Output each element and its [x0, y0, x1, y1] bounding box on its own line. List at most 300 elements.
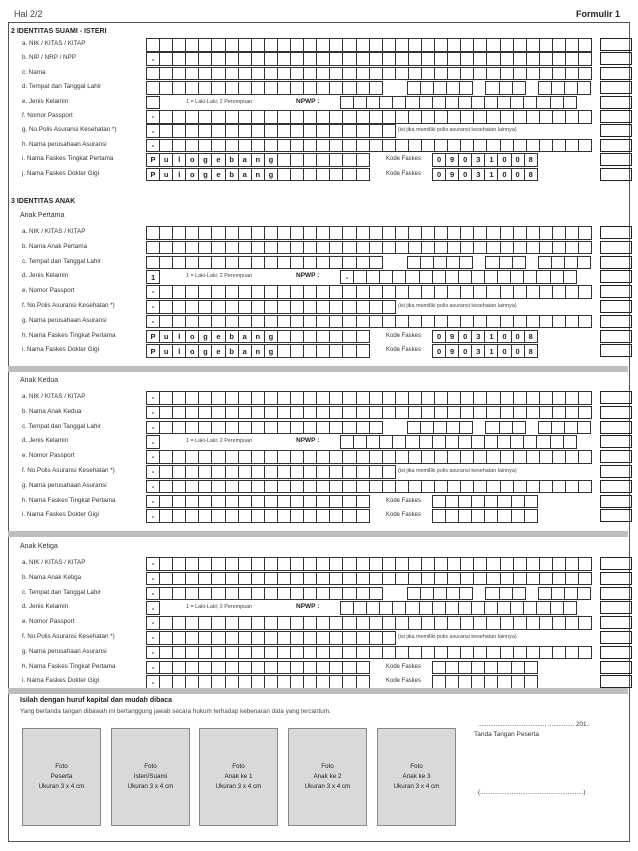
char-cell[interactable]: [264, 125, 277, 138]
char-cell[interactable]: [317, 558, 330, 571]
char-cell[interactable]: [330, 241, 343, 254]
char-cell[interactable]: [160, 480, 173, 493]
answer-box[interactable]: [600, 270, 632, 283]
char-cell[interactable]: 0: [459, 345, 472, 358]
char-cell[interactable]: [563, 602, 576, 615]
char-cell[interactable]: [513, 480, 526, 493]
char-cell[interactable]: [474, 617, 487, 630]
char-cell[interactable]: [395, 53, 408, 66]
char-cell[interactable]: [487, 227, 500, 240]
char-cell[interactable]: [343, 67, 356, 80]
char-cell[interactable]: e: [212, 168, 225, 181]
char-cell[interactable]: [526, 572, 539, 585]
char-cell[interactable]: [160, 661, 173, 674]
char-cell[interactable]: [485, 271, 498, 284]
char-cell[interactable]: [186, 572, 199, 585]
char-cell[interactable]: [277, 510, 290, 523]
char-cell[interactable]: [382, 617, 395, 630]
char-cell[interactable]: [225, 676, 238, 689]
char-cell[interactable]: -: [147, 301, 160, 314]
char-cell[interactable]: [474, 39, 487, 52]
char-cell[interactable]: [264, 227, 277, 240]
char-cell[interactable]: [173, 617, 186, 630]
char-cell[interactable]: [212, 256, 225, 269]
char-cell[interactable]: [330, 330, 343, 343]
char-cell[interactable]: [356, 39, 369, 52]
char-cell[interactable]: [459, 661, 472, 674]
char-cell[interactable]: [395, 286, 408, 299]
char-cell[interactable]: [407, 587, 420, 600]
answer-box[interactable]: [600, 153, 632, 166]
char-cell[interactable]: [487, 646, 500, 659]
char-cell[interactable]: [356, 286, 369, 299]
char-cell[interactable]: [537, 271, 550, 284]
char-cell[interactable]: a: [238, 330, 251, 343]
char-cell[interactable]: [435, 227, 448, 240]
char-grid[interactable]: [146, 96, 160, 110]
char-cell[interactable]: [212, 661, 225, 674]
char-cell[interactable]: [173, 421, 186, 434]
char-cell[interactable]: [421, 241, 434, 254]
char-cell[interactable]: [330, 139, 343, 152]
answer-box[interactable]: [600, 557, 632, 570]
char-cell[interactable]: [212, 82, 225, 95]
char-cell[interactable]: [225, 495, 238, 508]
char-cell[interactable]: [173, 125, 186, 138]
char-cell[interactable]: [251, 125, 264, 138]
char-cell[interactable]: [356, 345, 369, 358]
char-cell[interactable]: [500, 286, 513, 299]
char-cell[interactable]: [291, 315, 304, 328]
char-cell[interactable]: [356, 256, 369, 269]
char-cell[interactable]: [173, 661, 186, 674]
char-cell[interactable]: [356, 646, 369, 659]
char-cell[interactable]: [551, 587, 564, 600]
char-cell[interactable]: [433, 495, 446, 508]
char-cell[interactable]: [225, 286, 238, 299]
char-cell[interactable]: [317, 510, 330, 523]
char-cell[interactable]: [524, 602, 537, 615]
char-cell[interactable]: [251, 572, 264, 585]
char-cell[interactable]: 8: [524, 168, 537, 181]
char-cell[interactable]: [304, 572, 317, 585]
char-cell[interactable]: [160, 227, 173, 240]
char-cell[interactable]: [304, 227, 317, 240]
char-cell[interactable]: [173, 39, 186, 52]
char-grid[interactable]: [146, 557, 592, 571]
char-cell[interactable]: [565, 256, 578, 269]
char-cell[interactable]: 0: [433, 330, 446, 343]
char-cell[interactable]: [563, 271, 576, 284]
char-cell[interactable]: [343, 495, 356, 508]
char-cell[interactable]: [291, 256, 304, 269]
char-cell[interactable]: [433, 510, 446, 523]
char-cell[interactable]: [408, 392, 421, 405]
char-cell[interactable]: [382, 451, 395, 464]
char-cell[interactable]: [277, 617, 290, 630]
char-cell[interactable]: [421, 406, 434, 419]
char-cell[interactable]: [354, 436, 367, 449]
char-cell[interactable]: [160, 256, 173, 269]
char-cell[interactable]: 0: [459, 154, 472, 167]
char-grid[interactable]: [432, 661, 538, 675]
char-grid[interactable]: [146, 300, 396, 314]
char-cell[interactable]: [264, 315, 277, 328]
char-cell[interactable]: [369, 466, 382, 479]
char-cell[interactable]: [408, 111, 421, 124]
char-grid[interactable]: [432, 168, 538, 182]
char-cell[interactable]: [566, 111, 579, 124]
char-cell[interactable]: [304, 495, 317, 508]
char-cell[interactable]: P: [147, 154, 160, 167]
char-cell[interactable]: [225, 139, 238, 152]
char-cell[interactable]: 1: [147, 271, 160, 284]
char-cell[interactable]: [498, 510, 511, 523]
char-cell[interactable]: [552, 315, 565, 328]
char-cell[interactable]: [500, 53, 513, 66]
char-cell[interactable]: [382, 125, 395, 138]
char-cell[interactable]: 0: [459, 168, 472, 181]
char-cell[interactable]: [539, 558, 552, 571]
char-cell[interactable]: [513, 617, 526, 630]
char-cell[interactable]: [356, 111, 369, 124]
char-cell[interactable]: [160, 451, 173, 464]
char-cell[interactable]: [173, 53, 186, 66]
char-cell[interactable]: [485, 661, 498, 674]
char-cell[interactable]: [393, 96, 406, 109]
char-cell[interactable]: [369, 111, 382, 124]
char-cell[interactable]: -: [147, 572, 160, 585]
char-cell[interactable]: [356, 466, 369, 479]
char-cell[interactable]: [330, 256, 343, 269]
char-cell[interactable]: [317, 301, 330, 314]
char-cell[interactable]: [513, 227, 526, 240]
char-cell[interactable]: [421, 315, 434, 328]
char-cell[interactable]: [356, 632, 369, 645]
char-cell[interactable]: [393, 436, 406, 449]
char-cell[interactable]: [173, 392, 186, 405]
char-cell[interactable]: [264, 451, 277, 464]
char-cell[interactable]: [500, 139, 513, 152]
char-cell[interactable]: [472, 676, 485, 689]
char-cell[interactable]: [173, 406, 186, 419]
char-cell[interactable]: [419, 96, 432, 109]
char-cell[interactable]: [369, 480, 382, 493]
char-cell[interactable]: [304, 154, 317, 167]
char-cell[interactable]: [251, 558, 264, 571]
char-cell[interactable]: [212, 227, 225, 240]
answer-box[interactable]: [600, 256, 632, 269]
char-cell[interactable]: [343, 154, 356, 167]
char-cell[interactable]: 0: [433, 154, 446, 167]
char-cell[interactable]: [550, 602, 563, 615]
char-cell[interactable]: [173, 139, 186, 152]
char-cell[interactable]: -: [147, 406, 160, 419]
char-cell[interactable]: [487, 406, 500, 419]
char-cell[interactable]: [291, 466, 304, 479]
char-cell[interactable]: [277, 406, 290, 419]
char-grid[interactable]: [340, 270, 577, 284]
char-cell[interactable]: [512, 587, 525, 600]
char-cell[interactable]: [225, 67, 238, 80]
char-cell[interactable]: -: [147, 53, 160, 66]
char-cell[interactable]: [277, 139, 290, 152]
char-cell[interactable]: [432, 96, 445, 109]
char-cell[interactable]: [317, 345, 330, 358]
char-cell[interactable]: [458, 436, 471, 449]
char-cell[interactable]: [173, 227, 186, 240]
char-cell[interactable]: [526, 558, 539, 571]
char-cell[interactable]: [264, 632, 277, 645]
char-cell[interactable]: [304, 480, 317, 493]
char-cell[interactable]: [291, 67, 304, 80]
char-cell[interactable]: [173, 286, 186, 299]
char-cell[interactable]: [277, 632, 290, 645]
char-cell[interactable]: [330, 111, 343, 124]
answer-box[interactable]: [600, 480, 632, 493]
char-cell[interactable]: [369, 227, 382, 240]
char-cell[interactable]: [304, 330, 317, 343]
char-cell[interactable]: [291, 53, 304, 66]
char-cell[interactable]: [199, 676, 212, 689]
char-cell[interactable]: [251, 53, 264, 66]
answer-box[interactable]: [600, 495, 632, 508]
char-cell[interactable]: [395, 572, 408, 585]
char-cell[interactable]: [212, 67, 225, 80]
char-cell[interactable]: [251, 617, 264, 630]
char-cell[interactable]: [330, 392, 343, 405]
char-cell[interactable]: [539, 286, 552, 299]
char-cell[interactable]: o: [186, 154, 199, 167]
char-cell[interactable]: -: [147, 617, 160, 630]
char-cell[interactable]: [199, 256, 212, 269]
signature-date[interactable]: ......................................, ............... 201..: [478, 721, 590, 728]
char-cell[interactable]: [225, 572, 238, 585]
char-cell[interactable]: [393, 602, 406, 615]
char-cell[interactable]: [511, 96, 524, 109]
photo-placeholder[interactable]: [377, 728, 456, 826]
char-cell[interactable]: [461, 617, 474, 630]
char-cell[interactable]: 0: [498, 168, 511, 181]
char-cell[interactable]: [160, 315, 173, 328]
signature-name[interactable]: (...........................................................): [478, 789, 586, 796]
char-cell[interactable]: [382, 392, 395, 405]
char-cell[interactable]: [277, 572, 290, 585]
char-cell[interactable]: -: [147, 139, 160, 152]
char-cell[interactable]: [369, 451, 382, 464]
char-cell[interactable]: [173, 480, 186, 493]
char-cell[interactable]: [566, 139, 579, 152]
char-cell[interactable]: [395, 617, 408, 630]
char-cell[interactable]: [264, 495, 277, 508]
char-cell[interactable]: [511, 661, 524, 674]
char-cell[interactable]: [277, 676, 290, 689]
char-cell[interactable]: [304, 53, 317, 66]
char-cell[interactable]: [160, 67, 173, 80]
char-cell[interactable]: [330, 572, 343, 585]
char-cell[interactable]: [199, 39, 212, 52]
char-cell[interactable]: [238, 510, 251, 523]
char-cell[interactable]: [291, 558, 304, 571]
char-cell[interactable]: [264, 256, 277, 269]
char-cell[interactable]: [579, 67, 592, 80]
char-cell[interactable]: [421, 227, 434, 240]
char-cell[interactable]: [304, 301, 317, 314]
char-cell[interactable]: [212, 139, 225, 152]
char-cell[interactable]: [369, 617, 382, 630]
answer-box[interactable]: [600, 572, 632, 585]
char-cell[interactable]: [264, 587, 277, 600]
char-cell[interactable]: [500, 67, 513, 80]
char-cell[interactable]: [147, 82, 160, 95]
char-cell[interactable]: [238, 241, 251, 254]
char-grid[interactable]: [146, 435, 160, 449]
char-grid[interactable]: [146, 168, 370, 182]
char-cell[interactable]: 0: [498, 154, 511, 167]
char-cell[interactable]: [304, 406, 317, 419]
char-cell[interactable]: e: [212, 154, 225, 167]
char-cell[interactable]: -: [147, 286, 160, 299]
char-cell[interactable]: [199, 241, 212, 254]
char-cell[interactable]: [160, 466, 173, 479]
char-cell[interactable]: [330, 661, 343, 674]
char-cell[interactable]: [513, 241, 526, 254]
char-cell[interactable]: [330, 587, 343, 600]
char-cell[interactable]: [277, 421, 290, 434]
char-cell[interactable]: g: [199, 345, 212, 358]
char-cell[interactable]: [474, 392, 487, 405]
char-cell[interactable]: g: [264, 345, 277, 358]
char-cell[interactable]: [238, 53, 251, 66]
char-cell[interactable]: [160, 125, 173, 138]
char-cell[interactable]: [369, 286, 382, 299]
char-cell[interactable]: [199, 480, 212, 493]
char-cell[interactable]: [435, 241, 448, 254]
char-cell[interactable]: [500, 406, 513, 419]
char-cell[interactable]: [513, 406, 526, 419]
char-cell[interactable]: [578, 256, 591, 269]
char-cell[interactable]: [524, 510, 537, 523]
char-cell[interactable]: [513, 39, 526, 52]
char-cell[interactable]: [238, 227, 251, 240]
char-cell[interactable]: [160, 406, 173, 419]
char-cell[interactable]: [186, 676, 199, 689]
char-cell[interactable]: [487, 39, 500, 52]
char-cell[interactable]: [343, 510, 356, 523]
char-cell[interactable]: [277, 241, 290, 254]
char-cell[interactable]: [277, 125, 290, 138]
char-cell[interactable]: [173, 451, 186, 464]
char-cell[interactable]: [435, 617, 448, 630]
char-cell[interactable]: [212, 392, 225, 405]
char-cell[interactable]: [251, 392, 264, 405]
char-cell[interactable]: [330, 227, 343, 240]
char-cell[interactable]: [369, 39, 382, 52]
char-cell[interactable]: [251, 510, 264, 523]
char-cell[interactable]: [225, 392, 238, 405]
char-cell[interactable]: [317, 646, 330, 659]
char-cell[interactable]: [406, 96, 419, 109]
char-cell[interactable]: [369, 301, 382, 314]
char-cell[interactable]: [406, 271, 419, 284]
char-cell[interactable]: [304, 125, 317, 138]
char-cell[interactable]: [147, 241, 160, 254]
char-cell[interactable]: [538, 82, 551, 95]
char-cell[interactable]: [160, 632, 173, 645]
char-cell[interactable]: [317, 256, 330, 269]
char-cell[interactable]: [160, 676, 173, 689]
char-cell[interactable]: [238, 480, 251, 493]
char-cell[interactable]: [199, 125, 212, 138]
char-cell[interactable]: [382, 572, 395, 585]
answer-box[interactable]: [600, 285, 632, 298]
char-cell[interactable]: [448, 53, 461, 66]
char-cell[interactable]: [356, 661, 369, 674]
char-cell[interactable]: -: [147, 111, 160, 124]
char-cell[interactable]: [498, 96, 511, 109]
char-cell[interactable]: [537, 436, 550, 449]
char-cell[interactable]: [212, 406, 225, 419]
char-cell[interactable]: [563, 436, 576, 449]
char-cell[interactable]: [251, 241, 264, 254]
char-cell[interactable]: [251, 646, 264, 659]
char-cell[interactable]: [460, 82, 473, 95]
char-cell[interactable]: [550, 96, 563, 109]
char-cell[interactable]: [487, 558, 500, 571]
char-cell[interactable]: n: [251, 330, 264, 343]
char-cell[interactable]: [539, 646, 552, 659]
char-cell[interactable]: [212, 572, 225, 585]
char-cell[interactable]: [550, 436, 563, 449]
char-cell[interactable]: [160, 421, 173, 434]
char-cell[interactable]: [212, 676, 225, 689]
char-cell[interactable]: [356, 676, 369, 689]
char-cell[interactable]: [304, 345, 317, 358]
char-cell[interactable]: [526, 139, 539, 152]
char-grid[interactable]: [146, 572, 592, 586]
char-cell[interactable]: [225, 661, 238, 674]
char-cell[interactable]: [526, 39, 539, 52]
char-cell[interactable]: [264, 572, 277, 585]
char-cell[interactable]: [459, 676, 472, 689]
char-cell[interactable]: [186, 480, 199, 493]
char-cell[interactable]: [356, 315, 369, 328]
char-cell[interactable]: [199, 587, 212, 600]
char-cell[interactable]: [264, 421, 277, 434]
char-grid[interactable]: [146, 661, 370, 675]
char-cell[interactable]: [432, 436, 445, 449]
char-cell[interactable]: [421, 53, 434, 66]
char-cell[interactable]: [291, 154, 304, 167]
answer-box[interactable]: [600, 509, 632, 522]
char-cell[interactable]: [524, 436, 537, 449]
char-cell[interactable]: [291, 510, 304, 523]
char-cell[interactable]: [186, 646, 199, 659]
char-cell[interactable]: -: [147, 495, 160, 508]
char-cell[interactable]: [395, 646, 408, 659]
char-cell[interactable]: [474, 558, 487, 571]
char-cell[interactable]: [225, 227, 238, 240]
char-cell[interactable]: [317, 480, 330, 493]
char-cell[interactable]: b: [225, 154, 238, 167]
char-cell[interactable]: [238, 421, 251, 434]
char-cell[interactable]: [186, 111, 199, 124]
char-cell[interactable]: [291, 227, 304, 240]
char-cell[interactable]: [199, 495, 212, 508]
char-cell[interactable]: [304, 587, 317, 600]
char-cell[interactable]: [539, 451, 552, 464]
char-cell[interactable]: -: [147, 466, 160, 479]
